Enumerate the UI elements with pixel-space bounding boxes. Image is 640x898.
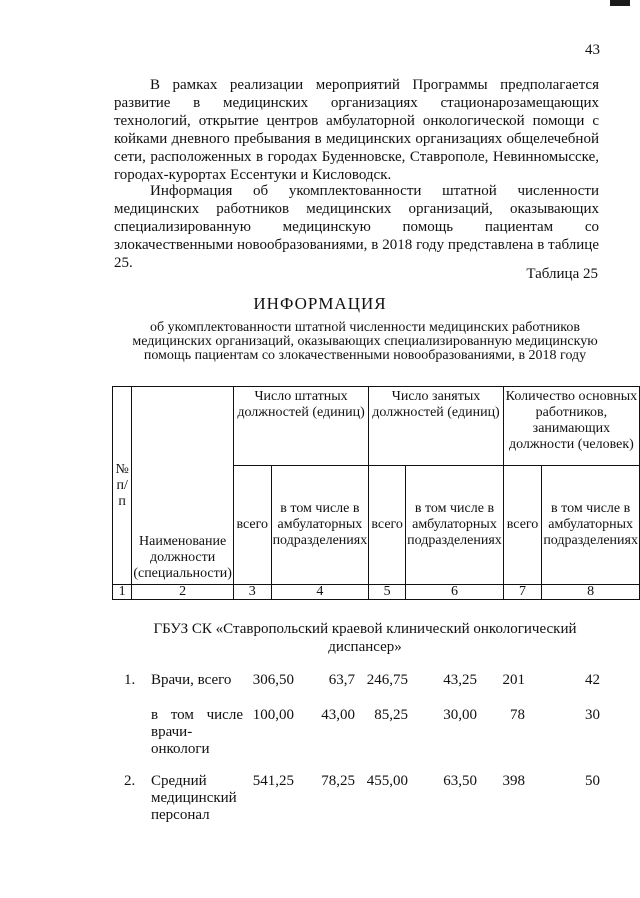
row-value-total-staff: 100,00 [252,707,294,723]
row-value-total-occupied: 455,00 [366,773,408,789]
row-value-total-staff: 306,50 [252,672,294,688]
header-occupied-positions: Число занятых должностей (единиц) [369,387,504,466]
table-label: Таблица 25 [526,266,598,282]
info-heading: ИНФОРМАЦИЯ [253,294,387,313]
row-value-amb-workers: 50 [585,773,600,789]
org-title: ГБУЗ СК «Ставропольский краевой клинический онкологический диспансер» [153,621,577,655]
row-number: 1. [124,672,136,688]
header-main-workers: Количество основных работников, занимающих должности (человек) [503,387,639,466]
row-value-total-occupied: 85,25 [374,707,408,723]
header-total-occupied: всего [369,466,406,585]
row-value-amb-workers: 42 [585,672,600,688]
col-index: 5 [369,585,406,600]
row-value-amb-workers: 30 [585,707,600,723]
row-value-amb-staff: 63,7 [328,672,355,688]
col-index: 8 [542,585,640,600]
row-value-total-occupied: 246,75 [366,672,408,688]
row-value-total-staff: 541,25 [252,773,294,789]
row-name: в том числе врачи-онкологи [151,707,243,757]
row-number: 2. [124,773,136,789]
col-index: 7 [503,585,542,600]
col-index: 2 [132,585,234,600]
header-name [132,387,234,585]
page-number: 43 [585,42,600,58]
paragraph-2 [114,182,599,272]
row-value-amb-occupied: 43,25 [443,672,477,688]
header-staff-positions: Число штатных должностей (единиц) [233,387,368,466]
header-amb-occupied: в том числе в амбулаторных подразделениях [406,466,504,585]
row-value-amb-staff: 78,25 [321,773,355,789]
info-subtitle: об укомплектованности штатной численности медицинских работников медицинских организаций, оказывающих специализированную медицинскую помощь пациентам со злокачественными новообразованиями, в 2018 году [132,320,598,363]
row-value-amb-occupied: 30,00 [443,707,477,723]
paragraph-2-text: Информация об укомплектованности штатной численности медицинских работников медицинских организаций, оказывающих специализированную медицинскую помощь пациентам со злокачественными новообразованиями, в 2018 году представлена в таблице 25. [114,183,599,271]
row-name: Врачи, всего [151,672,232,688]
header-name-text: Наименование должности (специальности) [133,534,232,581]
corner-mark [610,0,630,6]
row-name: Средний медицинский персонал [151,773,237,823]
paragraph-1-text: В рамках реализации мероприятий Программы предполагается развитие в медицинских организациях стационарозамещающих технологий, открытие центров амбулаторной онкологической помощи с койками дневного пребывания в медицинских организациях общелечебной сети, расположенных в городах Буденновске, Ставрополе, Невинномысске, городах-курортах Ессентуки и Кисловодск. [114,77,599,183]
paragraph-1 [114,76,599,184]
row-value-total-workers: 201 [502,672,525,688]
header-num: № п/п [113,387,132,585]
staff-table [112,386,640,600]
col-index: 6 [406,585,504,600]
col-index: 3 [233,585,271,600]
header-total-workers: всего [503,466,542,585]
header-amb-staff: в том числе в амбулаторных подразделениях [271,466,369,585]
row-value-amb-occupied: 63,50 [443,773,477,789]
row-value-amb-staff: 43,00 [321,707,355,723]
col-index: 1 [113,585,132,600]
col-index: 4 [271,585,369,600]
row-value-total-workers: 78 [510,707,525,723]
header-total-staff: всего [233,466,271,585]
row-value-total-workers: 398 [502,773,525,789]
header-amb-workers: в том числе в амбулаторных подразделениях [542,466,640,585]
